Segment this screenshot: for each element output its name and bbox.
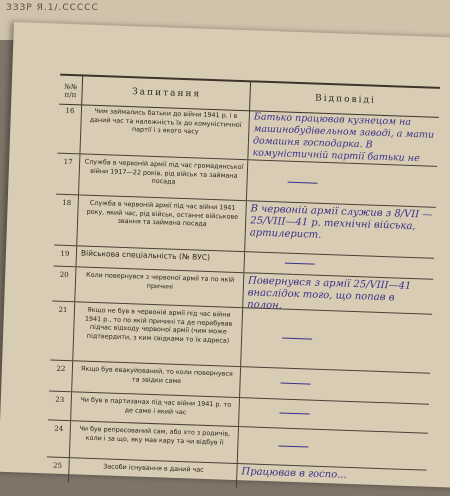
row-number: 24: [54, 424, 64, 433]
blank-dash: [279, 413, 309, 415]
row-number: 18: [62, 198, 72, 208]
row-number: 22: [56, 364, 66, 374]
handwritten-answer: Працював в госпо...: [241, 466, 347, 481]
row-number: 20: [59, 270, 69, 280]
header-answer: Відповіді: [249, 82, 441, 117]
row-answer: [240, 308, 433, 373]
row-number: 25: [52, 461, 63, 470]
row-number: 17: [63, 157, 73, 167]
blank-dash: [285, 263, 315, 265]
header-number: №№ п/п: [64, 82, 78, 100]
row-number: 19: [60, 249, 70, 259]
row-question: Чи був репресований сам, або хто з родичів, коли і за що, яку мав кару та чи відбув її: [69, 421, 239, 463]
handwritten-answer: Батько працював кузнецом на машинобудівельном заводі, а мати домашня господарка. В комуністичній партії батьки не: [252, 111, 435, 165]
row-question: Служба в червоній армії під час громадянської війни 1917—22 років, рід військ та займана посада: [78, 154, 248, 200]
row-answer: [244, 201, 437, 258]
back-sheet-text: ЗЗЗР Я.1/.ССССC: [6, 3, 99, 13]
row-number: 23: [55, 395, 65, 404]
row-number: 21: [58, 305, 68, 315]
row-answer: [242, 273, 434, 314]
blank-dash: [278, 445, 308, 447]
form-page: [0, 22, 450, 488]
blank-dash: [281, 383, 311, 385]
row-question: Коли повернувся з червоної армії та по якій причині: [74, 267, 244, 307]
handwritten-answer: Повернувся з армії 25/VIII—41 внаслідок того, що попав в полон.: [247, 275, 412, 312]
row-answer: [247, 109, 440, 166]
row-question: Якщо не був в червоній армії під час війни 1941 р., то по якій причині та де перебував підчас відходу червоної армії (чим може підтвердити, з ким свідками то їх адреса): [72, 302, 243, 366]
row-question: Служба в червоній армії під час війни 1941 року, який час, рід військ, останнє військове звання та займана посада: [76, 195, 247, 251]
row-question: Чим займались батьки до війни 1941 р. і в даний час та належність їх до комуністичної партії і з якого часу: [79, 103, 250, 159]
row-question: Якщо був евакуйований, то коли повернувся та звідки саме: [71, 361, 241, 397]
handwritten-answer: В червоній армії служив з 8/VII — 25/VIII—41 р. технічні війська, артилерист.: [249, 203, 433, 241]
row-answer: [246, 160, 438, 207]
blank-dash: [288, 182, 318, 184]
row-answer: [237, 427, 429, 470]
row-question: Засоби існування в даний час: [68, 458, 238, 488]
row-question: Військова спеціальність (№ ВУС): [76, 246, 246, 272]
blank-dash: [282, 338, 312, 340]
row-number: 16: [65, 106, 75, 116]
header-question: Запитання: [81, 76, 251, 110]
row-question: Чи був в партизанах під час війни 1941 р. то де саме і який час: [70, 392, 240, 426]
